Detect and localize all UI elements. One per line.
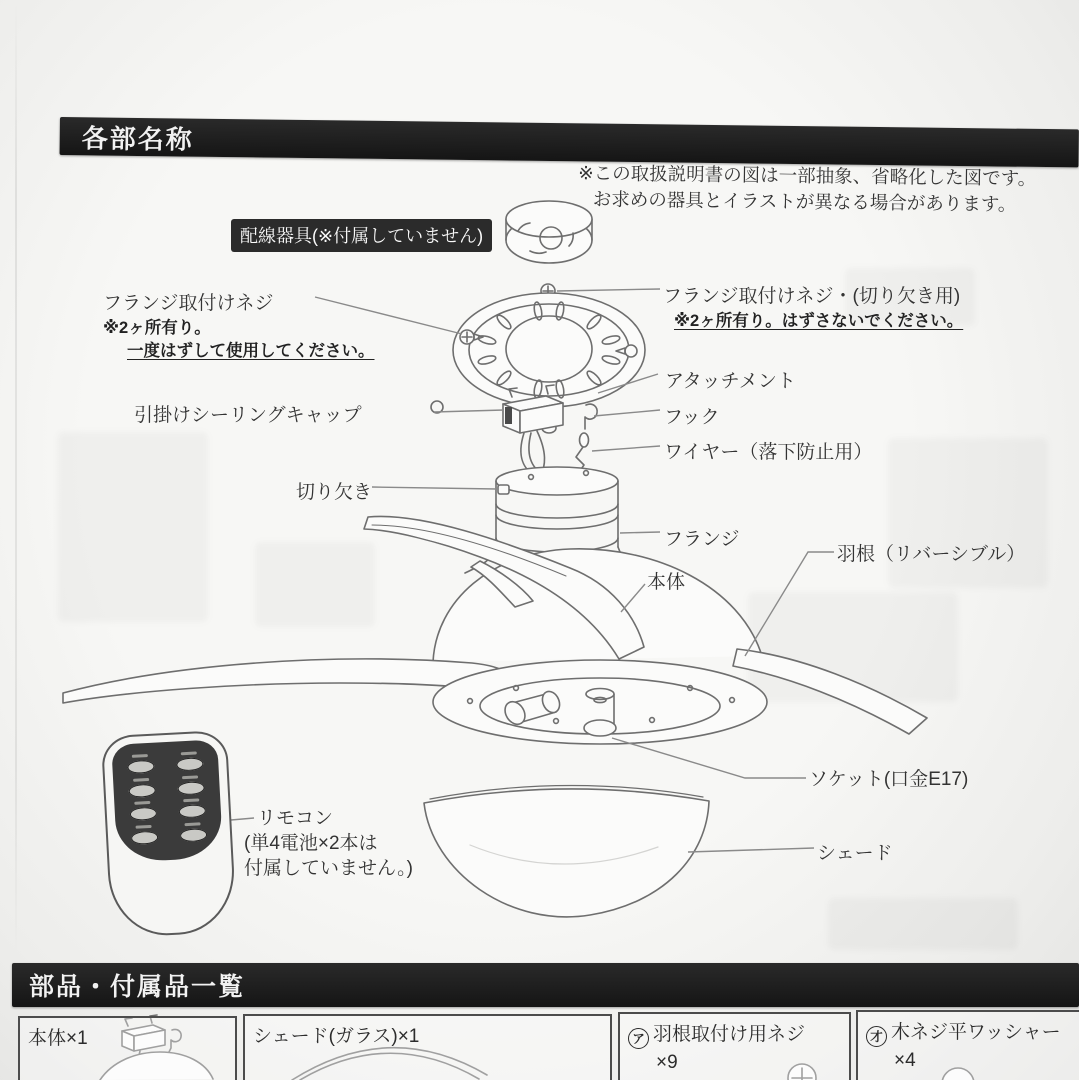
parts-item-blade-screws-qty: ×9 xyxy=(656,1051,678,1073)
remote-control-illustration xyxy=(101,730,237,938)
label-socket: ソケット(口金E17) xyxy=(809,769,969,790)
disclaimer-line2: お求めの器具とイラストが異なる場合があります。 xyxy=(592,188,1017,215)
badge-a-icon: ア xyxy=(628,1028,649,1049)
label-remote-line3: 付属していません。) xyxy=(244,858,413,880)
label-hook: フック xyxy=(664,407,720,428)
parts-item-washers-label: 木ネジ平ワッシャー xyxy=(891,1022,1061,1043)
section-title-part-names: 各部名称 xyxy=(81,122,194,155)
label-remote-line1: リモコン xyxy=(257,808,334,829)
note-flange-screw-right: ※2ヶ所有り。はずさないでください。 xyxy=(674,312,964,330)
parts-item-blade-screws xyxy=(618,1012,851,1080)
remote-button xyxy=(131,831,159,845)
label-body: 本体 xyxy=(647,572,686,593)
label-ceiling-cap: 引掛けシーリングキャップ xyxy=(134,405,362,426)
remote-button xyxy=(179,804,207,818)
label-wire: ワイヤー（落下防止用） xyxy=(664,442,873,463)
disclaimer-line1: ※この取扱説明書の図は一部抽象、省略化した図です。 xyxy=(578,162,1037,189)
label-shade: シェード xyxy=(817,843,893,864)
parts-item-body xyxy=(18,1016,237,1080)
socket-drawing xyxy=(433,660,767,744)
label-flange-screw-left: フランジ取付けネジ xyxy=(103,293,274,314)
badge-o-icon: 才 xyxy=(866,1026,887,1047)
label-remote-line2: (単4電池×2本は xyxy=(244,833,378,855)
section-title-parts-list: 部品・付属品一覧 xyxy=(29,973,246,1001)
remote-button xyxy=(128,783,156,797)
label-flange-screw-right: フランジ取付けネジ・(切り欠き用) xyxy=(663,286,961,307)
parts-item-shade xyxy=(243,1014,612,1080)
remote-button-panel xyxy=(111,739,223,862)
remote-button xyxy=(176,757,204,771)
parts-item-washers-qty: ×4 xyxy=(894,1049,916,1071)
remote-button xyxy=(177,781,205,795)
wiring-device-drawing xyxy=(506,201,592,263)
remote-button xyxy=(127,759,155,773)
parts-item-body-label: 本体×1 xyxy=(28,1028,88,1049)
label-notch: 切り欠き xyxy=(296,482,373,503)
label-flange: フランジ xyxy=(664,529,740,550)
note-flange-screw-left-2: 一度はずして使用してください。 xyxy=(127,342,375,360)
shade-drawing xyxy=(424,785,709,916)
label-blade: 羽根（リバーシブル） xyxy=(837,544,1026,565)
note-flange-screw-left-1: ※2ヶ所有り。 xyxy=(103,319,211,337)
remote-button xyxy=(180,828,208,842)
label-remote xyxy=(244,806,413,881)
remote-button xyxy=(130,807,158,821)
parts-item-blade-screws-label: 羽根取付け用ネジ xyxy=(653,1024,806,1045)
label-wiring-device: 配線器具(※付属していません) xyxy=(231,219,492,252)
label-attachment: アタッチメント xyxy=(665,371,796,392)
parts-item-shade-label: シェード(ガラス)×1 xyxy=(253,1026,420,1047)
parts-item-washers xyxy=(856,1010,1079,1080)
